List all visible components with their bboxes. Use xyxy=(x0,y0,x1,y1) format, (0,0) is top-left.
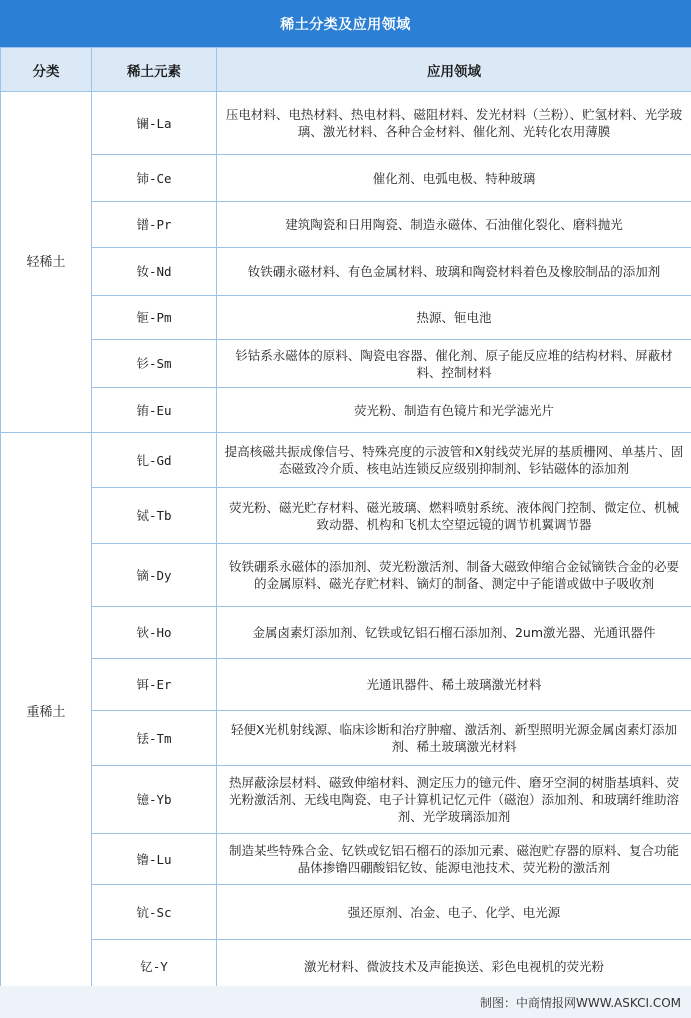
application-cell: 强还原剂、冶金、电子、化学、电光源 xyxy=(217,885,691,940)
application-cell: 光通讯器件、稀土玻璃激光材料 xyxy=(217,659,691,711)
table-row xyxy=(1,711,691,766)
table-row xyxy=(1,433,691,488)
element-cell: 钐-Sm xyxy=(92,340,217,388)
application-cell: 钕铁硼永磁材料、有色金属材料、玻璃和陶瓷材料着色及橡胶制品的添加剂 xyxy=(217,248,691,296)
application-cell: 建筑陶瓷和日用陶瓷、制造永磁体、石油催化裂化、磨料抛光 xyxy=(217,202,691,248)
application-cell: 制造某些特殊合金、钇铁或钇铝石榴石的添加元素、磁泡贮存器的原料、复合功能晶体掺镥四硼酸铝钇钕、能源电池技术、荧光粉的激活剂 xyxy=(217,834,691,885)
element-cell: 钷-Pm xyxy=(92,296,217,340)
application-cell: 钐钴系永磁体的原料、陶瓷电容器、催化剂、原子能反应堆的结构材料、屏蔽材料、控制材料 xyxy=(217,340,691,388)
table-row xyxy=(1,92,691,155)
table-row xyxy=(1,155,691,202)
application-cell: 激光材料、微波技术及声能换送、彩色电视机的荧光粉 xyxy=(217,940,691,993)
element-cell: 镧-La xyxy=(92,92,217,155)
category-heavy: 重稀土 xyxy=(1,433,92,993)
element-cell: 铈-Ce xyxy=(92,155,217,202)
table-row xyxy=(1,296,691,340)
application-cell: 荧光粉、制造有色镜片和光学滤光片 xyxy=(217,388,691,433)
element-cell: 钕-Nd xyxy=(92,248,217,296)
header-row xyxy=(1,48,691,92)
table-title: 稀土分类及应用领域 xyxy=(0,0,691,47)
table-row xyxy=(1,940,691,993)
element-cell: 钇-Y xyxy=(92,940,217,993)
element-cell: 镝-Dy xyxy=(92,544,217,607)
table-row xyxy=(1,834,691,885)
element-cell: 铒-Er xyxy=(92,659,217,711)
table-row xyxy=(1,248,691,296)
header-category: 分类 xyxy=(1,48,92,92)
application-cell: 提高核磁共振成像信号、特殊亮度的示波管和X射线荧光屏的基质栅网、单基片、固态磁致冷介质、核电站连锁反应级别抑制剂、钐钴磁体的添加剂 xyxy=(217,433,691,488)
application-cell: 压电材料、电热材料、热电材料、磁阻材料、发光材料（兰粉）、贮氢材料、光学玻璃、激光材料、各种合金材料、催化剂、光转化农用薄膜 xyxy=(217,92,691,155)
element-cell: 镥-Lu xyxy=(92,834,217,885)
table-row xyxy=(1,607,691,659)
application-cell: 热源、钷电池 xyxy=(217,296,691,340)
application-cell: 热屏蔽涂层材料、磁致伸缩材料、测定压力的镱元件、磨牙空洞的树脂基填料、荧光粉激活剂、无线电陶瓷、电子计算机记忆元件（磁泡）添加剂、和玻璃纤维助溶剂、光学玻璃添加剂 xyxy=(217,766,691,834)
element-cell: 钬-Ho xyxy=(92,607,217,659)
element-cell: 镱-Yb xyxy=(92,766,217,834)
application-cell: 轻便X光机射线源、临床诊断和治疗肿瘤、激活剂、新型照明光源金属卤素灯添加剂、稀土玻璃激光材料 xyxy=(217,711,691,766)
source-footer: 制图：中商情报网WWW.ASKCI.COM xyxy=(0,986,691,1018)
table-row xyxy=(1,340,691,388)
category-light: 轻稀土 xyxy=(1,92,92,433)
element-cell: 铕-Eu xyxy=(92,388,217,433)
element-cell: 铥-Tm xyxy=(92,711,217,766)
table-row xyxy=(1,885,691,940)
header-application: 应用领域 xyxy=(217,48,691,92)
table-row xyxy=(1,766,691,834)
application-cell: 催化剂、电弧电极、特种玻璃 xyxy=(217,155,691,202)
header-element: 稀土元素 xyxy=(92,48,217,92)
application-cell: 金属卤素灯添加剂、钇铁或钇铝石榴石添加剂、2um激光器、光通讯器件 xyxy=(217,607,691,659)
table-row xyxy=(1,488,691,544)
table-row xyxy=(1,388,691,433)
application-cell: 钕铁硼系永磁体的添加剂、荧光粉激活剂、制备大磁致伸缩合金铽镝铁合金的必要的金属原料、磁光存贮材料、镝灯的制备、测定中子能谱或做中子吸收剂 xyxy=(217,544,691,607)
rare-earth-table xyxy=(0,47,691,993)
table-row xyxy=(1,202,691,248)
element-cell: 镨-Pr xyxy=(92,202,217,248)
element-cell: 钆-Gd xyxy=(92,433,217,488)
table-row xyxy=(1,659,691,711)
application-cell: 荧光粉、磁光贮存材料、磁光玻璃、燃料喷射系统、液体阀门控制、微定位、机械致动器、机构和飞机太空望远镜的调节机翼调节器 xyxy=(217,488,691,544)
table-row xyxy=(1,544,691,607)
element-cell: 钪-Sc xyxy=(92,885,217,940)
element-cell: 铽-Tb xyxy=(92,488,217,544)
